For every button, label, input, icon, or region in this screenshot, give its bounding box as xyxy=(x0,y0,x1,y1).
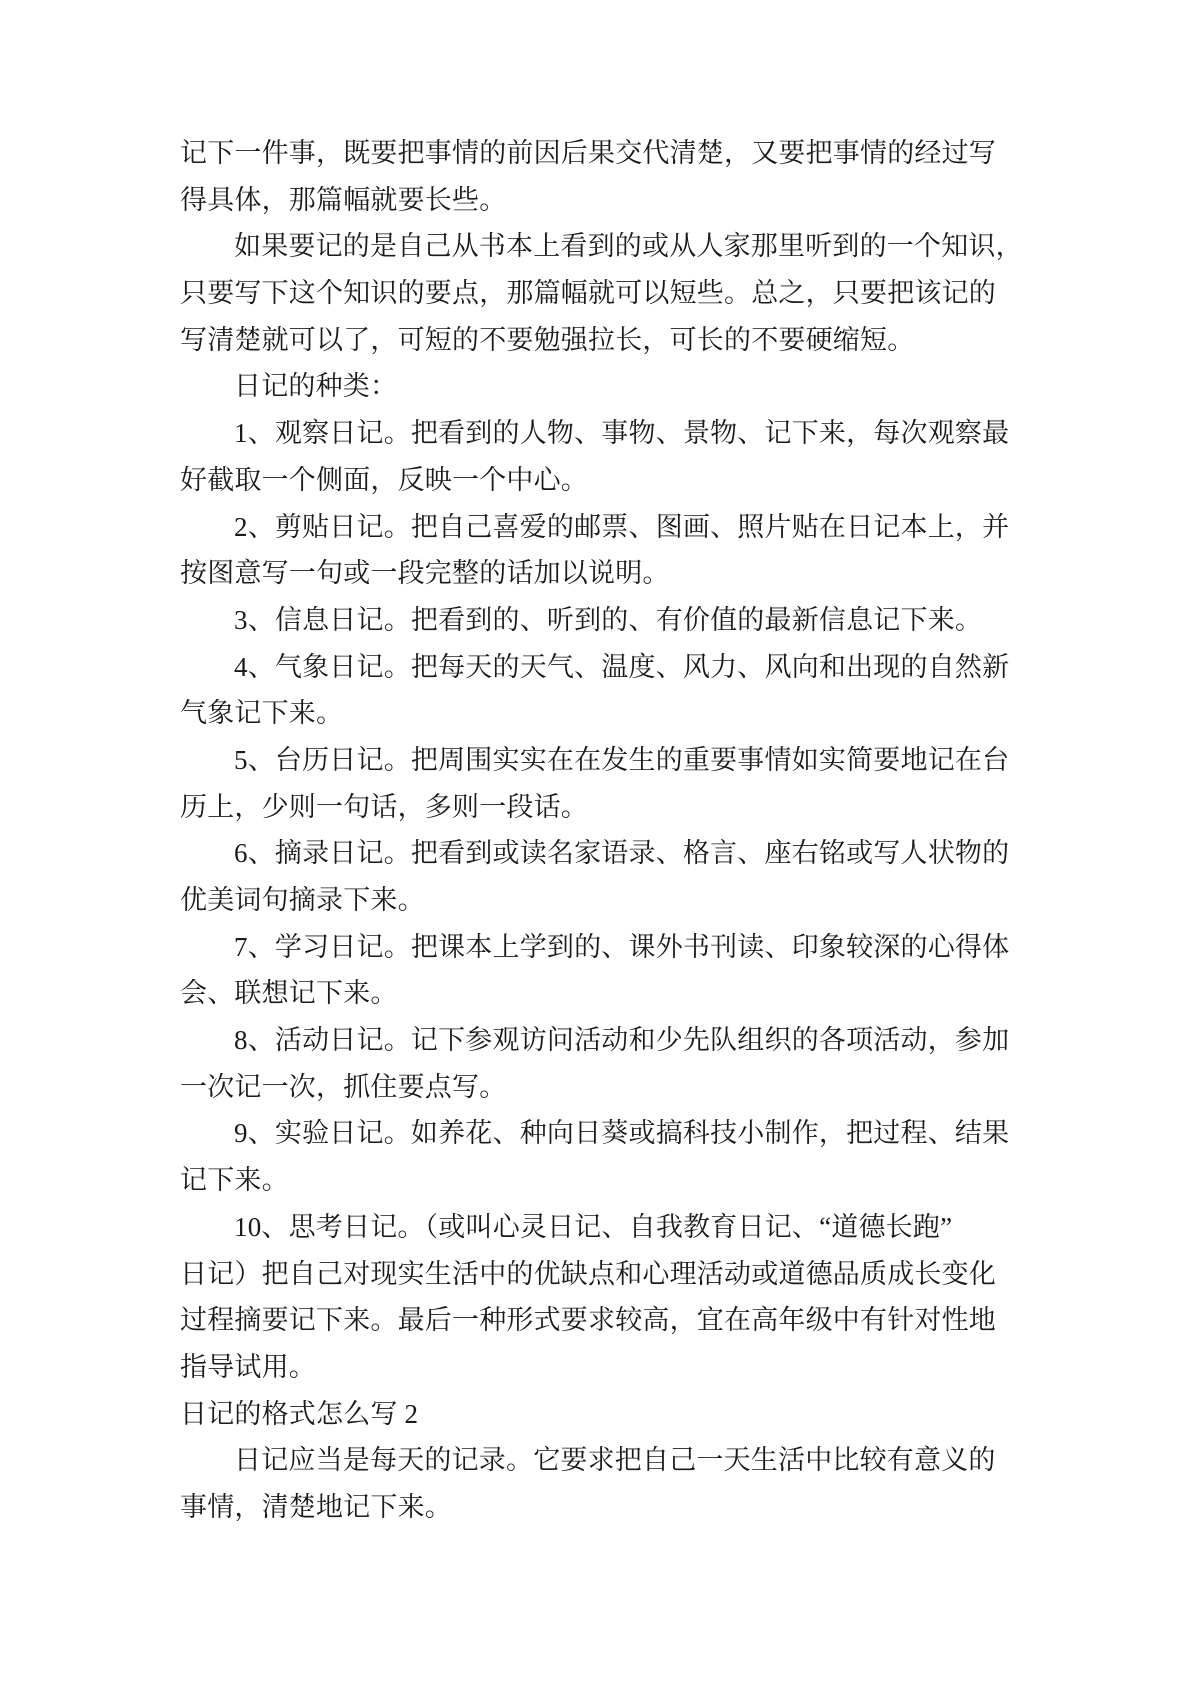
text-line: 6、摘录日记。把看到或读名家语录、格言、座右铭或写人状物的 xyxy=(234,838,1010,869)
text-line: 会、联想记下来。 xyxy=(180,978,398,1009)
text-line: 10、思考日记。（或叫心灵日记、自我教育日记、“道德长跑” xyxy=(234,1211,953,1242)
text-line: 气象记下来。 xyxy=(180,698,344,729)
text-line: 只要写下这个知识的要点，那篇幅就可以短些。总之，只要把该记的 xyxy=(180,278,996,309)
text-line: 记下来。 xyxy=(180,1165,289,1196)
text-line: 9、实验日记。如养花、种向日葵或搞科技小制作，把过程、结果 xyxy=(234,1118,1010,1149)
text-line: 1、观察日记。把看到的人物、事物、景物、记下来，每次观察最 xyxy=(234,418,1010,449)
text-line: 按图意写一句或一段完整的话加以说明。 xyxy=(180,558,670,589)
text-line: 记下一件事，既要把事情的前因后果交代清楚，又要把事情的经过写 xyxy=(180,138,996,168)
section-heading: 日记的格式怎么写 2 xyxy=(180,1398,419,1429)
text-line: 日记）把自己对现实生活中的优缺点和心理活动或道德品质成长变化 xyxy=(180,1258,996,1289)
text-line: 7、学习日记。把课本上学到的、课外书刊读、印象较深的心得体 xyxy=(234,931,1010,962)
text-line: 2、剪贴日记。把自己喜爱的邮票、图画、照片贴在日记本上，并 xyxy=(234,511,1010,542)
text-line: 事情，清楚地记下来。 xyxy=(180,1491,452,1522)
text-line: 过程摘要记下来。最后一种形式要求较高，宜在高年级中有针对性地 xyxy=(180,1305,996,1336)
text-line: 日记应当是每天的记录。它要求把自己一天生活中比较有意义的 xyxy=(234,1445,996,1476)
text-line: 4、气象日记。把每天的天气、温度、风力、风向和出现的自然新 xyxy=(234,651,1010,682)
text-line: 得具体，那篇幅就要长些。 xyxy=(180,184,507,215)
text-line: 日记的种类： xyxy=(234,371,398,402)
text-line: 好截取一个侧面，反映一个中心。 xyxy=(180,464,588,495)
text-line: 8、活动日记。记下参观访问活动和少先队组织的各项活动，参加 xyxy=(234,1025,1010,1056)
text-line: 历上，少则一句话，多则一段话。 xyxy=(180,791,588,822)
text-line: 5、台历日记。把周围实实在在发生的重要事情如实简要地记在台 xyxy=(234,744,1010,775)
text-line: 指导试用。 xyxy=(180,1351,316,1382)
text-line: 3、信息日记。把看到的、听到的、有价值的最新信息记下来。 xyxy=(234,604,983,635)
text-line: 优美词句摘录下来。 xyxy=(180,885,425,915)
text-line: 一次记一次，抓住要点写。 xyxy=(180,1071,507,1102)
document-body xyxy=(180,130,1031,1531)
text-line: 写清楚就可以了，可短的不要勉强拉长，可长的不要硬缩短。 xyxy=(180,324,915,355)
text-line: 如果要记的是自己从书本上看到的或从人家那里听到的一个知识， xyxy=(234,231,1023,262)
